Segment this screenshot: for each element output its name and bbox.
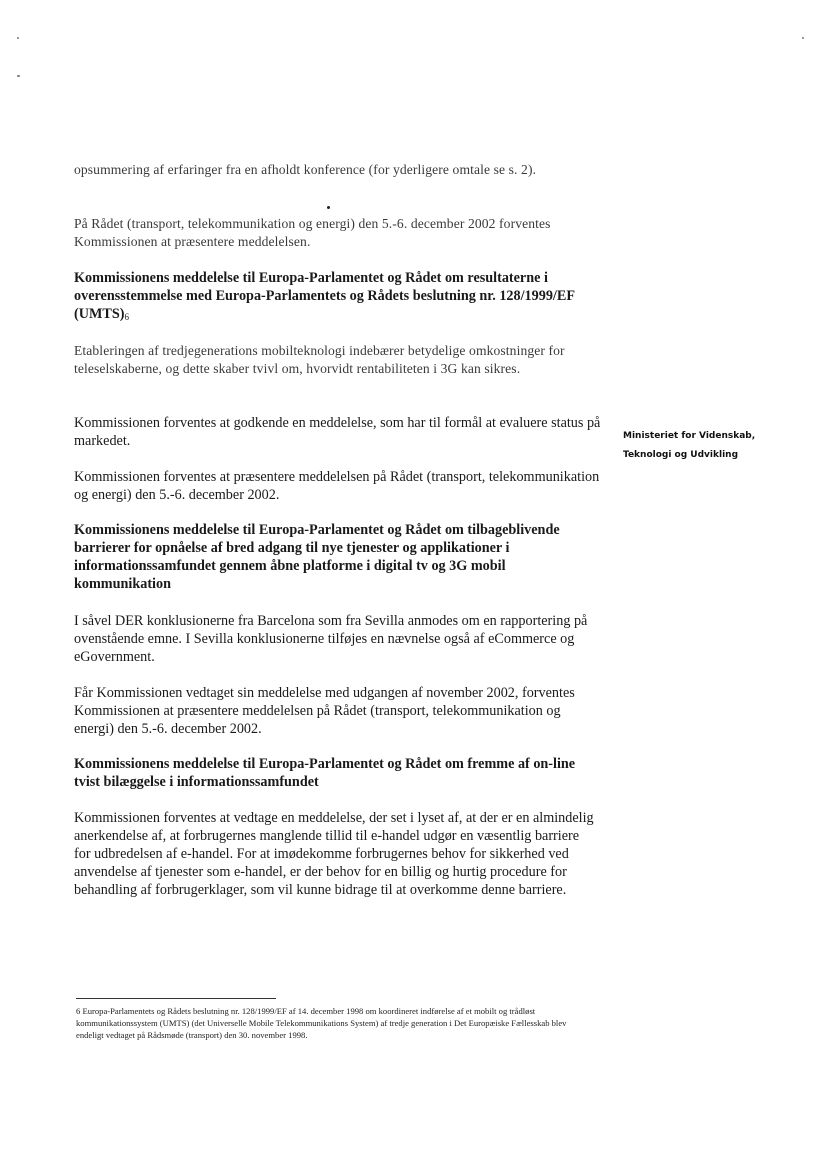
scan-speck xyxy=(17,75,20,77)
ministry-name-line2: Teknologi og Udvikling xyxy=(623,450,739,460)
paragraph-umts-council-date: Kommissionen forventes at præsentere meddelelsen på Rådet (transport, telekommunikation og energi) den 5.-6. december 2002. xyxy=(74,469,600,503)
paragraph-barcelona-sevilla: I såvel DER konklusionerne fra Barcelona som fra Sevilla anmodes om en rapportering på ovenstående emne. I Sevilla konklusionerne tilføjes en nævnelse også af eCommerce og eGovernment. xyxy=(74,613,588,665)
paragraph-conference-summary: opsummering af erfaringer fra en afholdt konference (for yderligere omtale se s. 2). xyxy=(74,162,537,177)
ministry-name-line1: Ministeriet for Videnskab, xyxy=(623,431,756,441)
footnote-divider xyxy=(76,998,276,999)
heading-umts-communication xyxy=(74,269,604,324)
scan-speck xyxy=(17,37,19,39)
heading-umts-text: Kommissionens meddelelse til Europa-Parlamentet og Rådet om resultaterne i overensstemmelse med Europa-Parlamentets og Rådets beslutning nr. 128/1999/EF (UMTS) xyxy=(74,270,575,322)
footnote-umts-decision: 6 Europa-Parlamentets og Rådets beslutning nr. 128/1999/EF af 14. december 1998 om koordineret indførelse af et mobilt og trådløst kommunikationssystem (UMTS) (det Universelle Mobile Telekommunikations System) af tredje generation i Det Europæiske Fællesskab blev endeligt vedtaget på Rådsmøde (transport) den 30. november 1998. xyxy=(76,1006,567,1041)
paragraph-november-adoption: Får Kommissionen vedtaget sin meddelelse med udgangen af november 2002, forventes Kommissionen at præsentere meddelelsen på Rådet (transport, telekommunikation og energi) den 5.-6. december 2002. xyxy=(74,685,575,737)
heading-barriers-communication: Kommissionens meddelelse til Europa-Parlamentet og Rådet om tilbageblivende barrierer for opnåelse af bred adgang til nye tjenester og applikationer i informationssamfundet gennem åbne platforme i digital tv og 3G mobil kommunikation xyxy=(74,522,560,592)
paragraph-council-presentation: På Rådet (transport, telekommunikation og energi) den 5.-6. december 2002 forventes Kommissionen at præsentere meddelelsen. xyxy=(74,216,551,249)
ministry-sidebar xyxy=(623,427,823,465)
footnote-reference: 6 xyxy=(124,312,129,322)
paragraph-3g-costs: Etableringen af tredjegenerations mobilteknologi indebærer betydelige omkostninger for teleselskaberne, og dette skaber tvivl om, hvorvidt rentabiliteten i 3G kan sikres. xyxy=(74,343,565,376)
paragraph-consumer-trust: Kommissionen forventes at vedtage en meddelelse, der set i lyset af, at der er en almindelig anerkendelse af, at forbrugernes manglende tillid til e-handel udgør en væsentlig barriere for udbredelsen af e-handel. For at imødekomme forbrugernes behov for sikkerhed ved anvendelse af tjenester som e-handel, er der behov for en billig og hurtig procedure for behandling af forbrugerklager, som vil kunne bidrage til at overkomme denne barriere. xyxy=(74,810,594,898)
heading-online-dispute: Kommissionens meddelelse til Europa-Parlamentet og Rådet om fremme af on-line tvist bilæggelse i informationssamfundet xyxy=(74,756,576,790)
scan-speck xyxy=(327,206,330,209)
paragraph-market-evaluation: Kommissionen forventes at godkende en meddelelse, som har til formål at evaluere status på markedet. xyxy=(74,415,601,449)
scan-speck xyxy=(802,37,804,39)
